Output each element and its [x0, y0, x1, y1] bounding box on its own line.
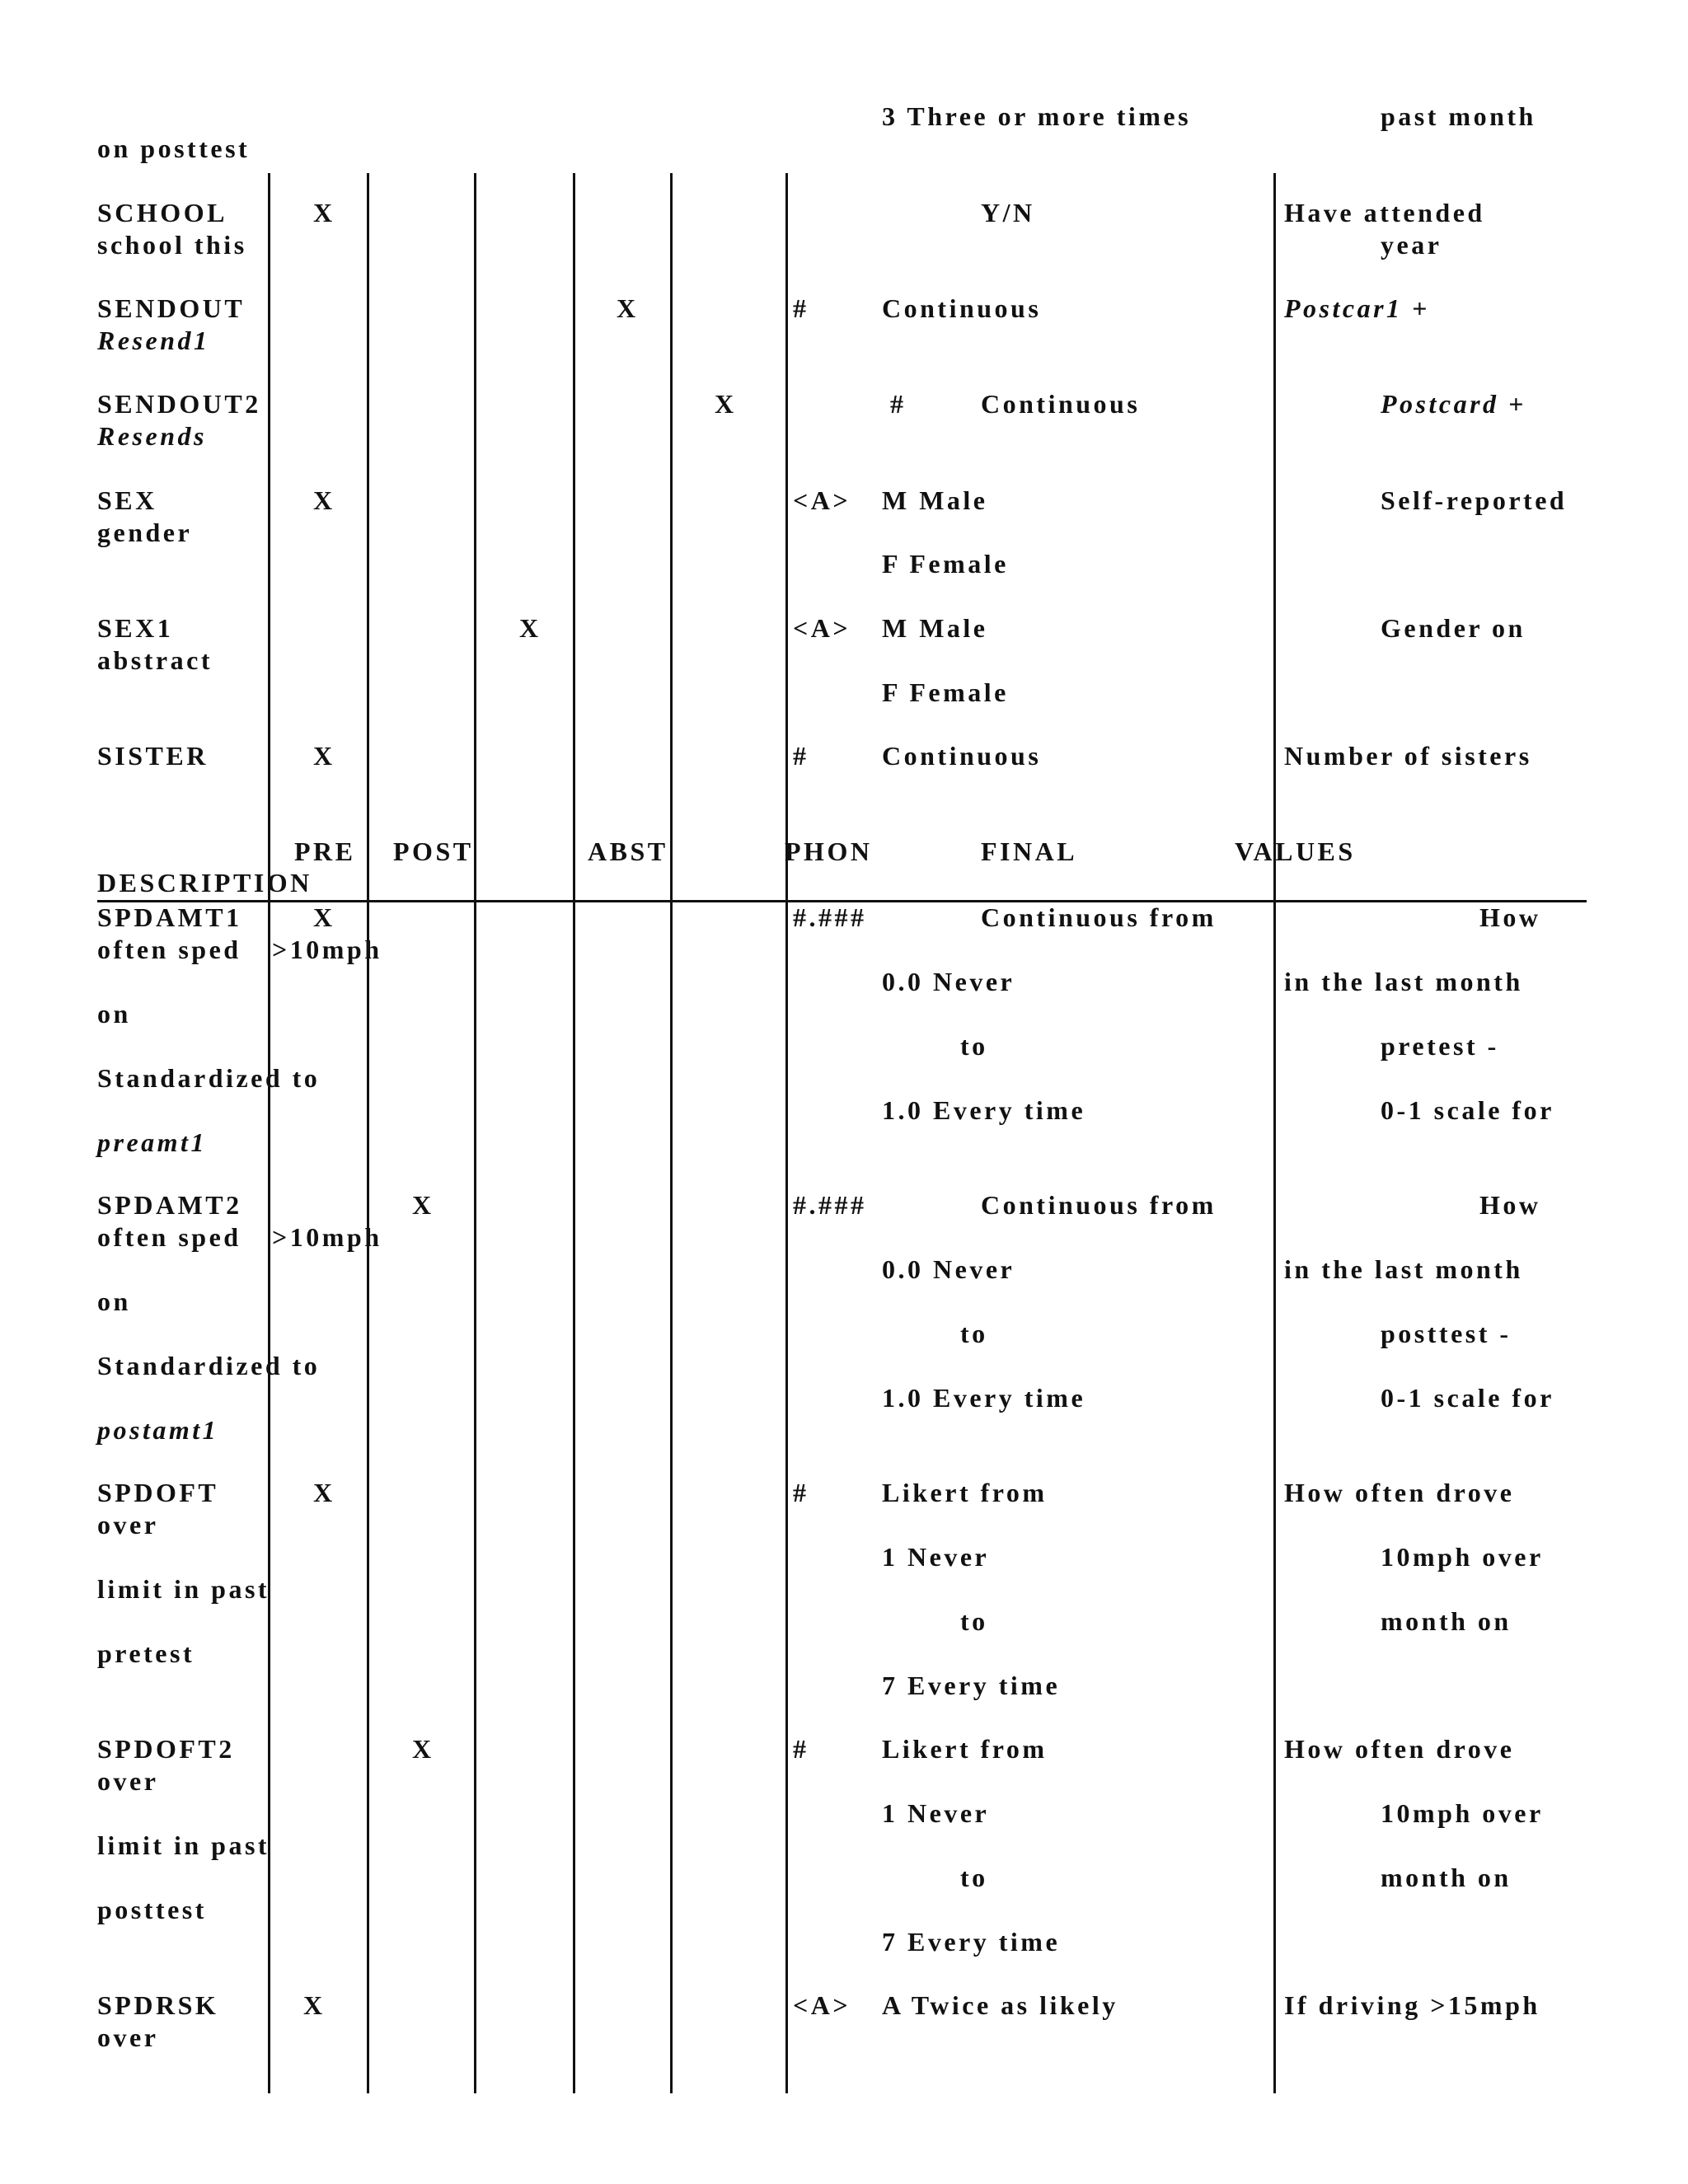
final-value-option: 0.0 Never: [882, 1254, 1015, 1284]
description: 0-1 scale for: [1381, 1095, 1554, 1125]
description: month on: [1381, 1606, 1512, 1636]
pre-mark: X: [313, 741, 335, 771]
description-wrap: on: [97, 999, 131, 1029]
header-final: FINAL: [981, 837, 1078, 866]
description-wrap: Resends: [97, 421, 207, 451]
format: <A>: [793, 485, 851, 515]
final-value-option: to: [960, 1863, 988, 1892]
header-post: POST: [393, 837, 474, 866]
description: Number of sisters: [1284, 741, 1532, 771]
final-values: Y/N: [981, 198, 1035, 227]
final-value-option: F Female: [882, 677, 1009, 707]
description: How often drove: [1284, 1478, 1515, 1507]
description-wrap: on: [97, 1286, 131, 1316]
format: <A>: [793, 613, 851, 643]
description-wrap: Standardized to: [97, 1351, 321, 1380]
description: If driving >15mph: [1284, 1990, 1540, 2020]
variable-name: SENDOUT2: [97, 389, 261, 419]
description: 10mph over: [1381, 1798, 1544, 1828]
final-value-option: M Male: [882, 485, 988, 515]
description-wrap: limit in past: [97, 1574, 270, 1604]
final-values: Likert from: [882, 1734, 1048, 1764]
format: #: [793, 293, 809, 323]
column-rule: [573, 173, 575, 2093]
description: 0-1 scale for: [1381, 1383, 1554, 1413]
description: month on: [1381, 1863, 1512, 1892]
description: 10mph over: [1381, 1542, 1544, 1572]
final-values: Continuous from: [981, 1190, 1217, 1220]
variable-name: SPDAMT2: [97, 1190, 242, 1220]
variable-name: SPDOFT: [97, 1478, 219, 1507]
description: pretest -: [1381, 1031, 1499, 1061]
variable-name: SEX: [97, 485, 157, 515]
description: How often drove: [1284, 1734, 1515, 1764]
description: in the last month: [1284, 967, 1523, 996]
description: Gender on: [1381, 613, 1526, 643]
abst-mark: X: [519, 613, 542, 643]
description-wrap: over: [97, 2022, 159, 2052]
description: in the last month: [1284, 1254, 1523, 1284]
header-description: DESCRIPTION: [97, 868, 312, 898]
description-wrap: often sped: [97, 1222, 241, 1252]
description-wrap: school this: [97, 230, 247, 260]
final-value-option: to: [960, 1031, 988, 1061]
variable-name: SCHOOL: [97, 198, 227, 227]
post-mark: X: [412, 1734, 434, 1764]
description-line-2: year: [1381, 230, 1442, 260]
description: Postcard +: [1381, 389, 1526, 419]
description-wrap: Standardized to: [97, 1063, 321, 1093]
description: posttest -: [1381, 1319, 1512, 1348]
description: Self-reported: [1381, 485, 1568, 515]
abst-mark: X: [617, 293, 639, 323]
final-values: Continuous: [882, 741, 1042, 771]
description-wrap: >10mph: [272, 1222, 382, 1252]
format: #: [793, 741, 809, 771]
pre-mark: X: [313, 198, 335, 227]
description-wrap: limit in past: [97, 1830, 270, 1860]
values-continued: 3 Three or more times: [882, 101, 1192, 131]
format: #: [793, 1734, 809, 1764]
final-value-option: to: [960, 1606, 988, 1636]
column-rule: [670, 173, 673, 2093]
description-continued: past month: [1381, 101, 1536, 131]
header-abst: ABST: [588, 837, 668, 866]
variable-name: SPDRSK: [97, 1990, 219, 2020]
final-values: Continuous: [981, 389, 1141, 419]
description-wrap: preamt1: [97, 1127, 207, 1157]
format: #: [793, 1478, 809, 1507]
column-rule: [474, 173, 476, 2093]
header-values: VALUES: [1235, 837, 1356, 866]
final-value-option: 7 Every time: [882, 1927, 1061, 1957]
column-rule: [367, 173, 369, 2093]
format: <A>: [793, 1990, 851, 2020]
description-wrap: gender: [97, 518, 193, 547]
variable-name: SPDOFT2: [97, 1734, 235, 1764]
final-value-option: 1 Never: [882, 1798, 990, 1828]
final-value-option: 1 Never: [882, 1542, 990, 1572]
final-value-option: 7 Every time: [882, 1671, 1061, 1700]
final-values: Continuous: [882, 293, 1042, 323]
description-wrap: over: [97, 1766, 159, 1796]
format: #: [890, 389, 907, 419]
column-rule: [268, 173, 270, 2093]
description: How: [1479, 902, 1541, 932]
variable-name: SEX1: [97, 613, 174, 643]
header-pre: PRE: [294, 837, 356, 866]
description-wrap: over: [97, 1510, 159, 1540]
post-mark: X: [412, 1190, 434, 1220]
final-values: Continuous from: [981, 902, 1217, 932]
description-wrap: Resend1: [97, 326, 210, 355]
description: Have attended: [1284, 198, 1485, 227]
format: #.###: [793, 1190, 867, 1220]
description: Postcar1 +: [1284, 293, 1430, 323]
variable-name: SISTER: [97, 741, 209, 771]
description-continued-wrap: on posttest: [97, 134, 251, 163]
pre-mark: X: [313, 485, 335, 515]
final-value-option: M Male: [882, 613, 988, 643]
description-wrap: often sped: [97, 935, 241, 964]
description-wrap: pretest: [97, 1638, 195, 1668]
pre-mark: X: [303, 1990, 326, 2020]
description-wrap: >10mph: [272, 935, 382, 964]
description-wrap: posttest: [97, 1895, 207, 1924]
variable-name: SENDOUT: [97, 293, 246, 323]
variable-name: SPDAMT1: [97, 902, 242, 932]
final-values: A Twice as likely: [882, 1990, 1118, 2020]
final-values: Likert from: [882, 1478, 1048, 1507]
phon-mark: X: [715, 389, 737, 419]
final-value-option: 1.0 Every time: [882, 1383, 1086, 1413]
final-value-option: 0.0 Never: [882, 967, 1015, 996]
final-value-option: to: [960, 1319, 988, 1348]
final-value-option: 1.0 Every time: [882, 1095, 1086, 1125]
description-wrap: postamt1: [97, 1415, 219, 1445]
description-wrap: abstract: [97, 645, 213, 675]
description: How: [1479, 1190, 1541, 1220]
pre-mark: X: [313, 902, 335, 932]
format: #.###: [793, 902, 867, 932]
header-phon: PHON: [785, 837, 873, 866]
column-rule: [1273, 173, 1276, 2093]
final-value-option: F Female: [882, 549, 1009, 579]
pre-mark: X: [313, 1478, 335, 1507]
column-rule: [785, 173, 788, 2093]
